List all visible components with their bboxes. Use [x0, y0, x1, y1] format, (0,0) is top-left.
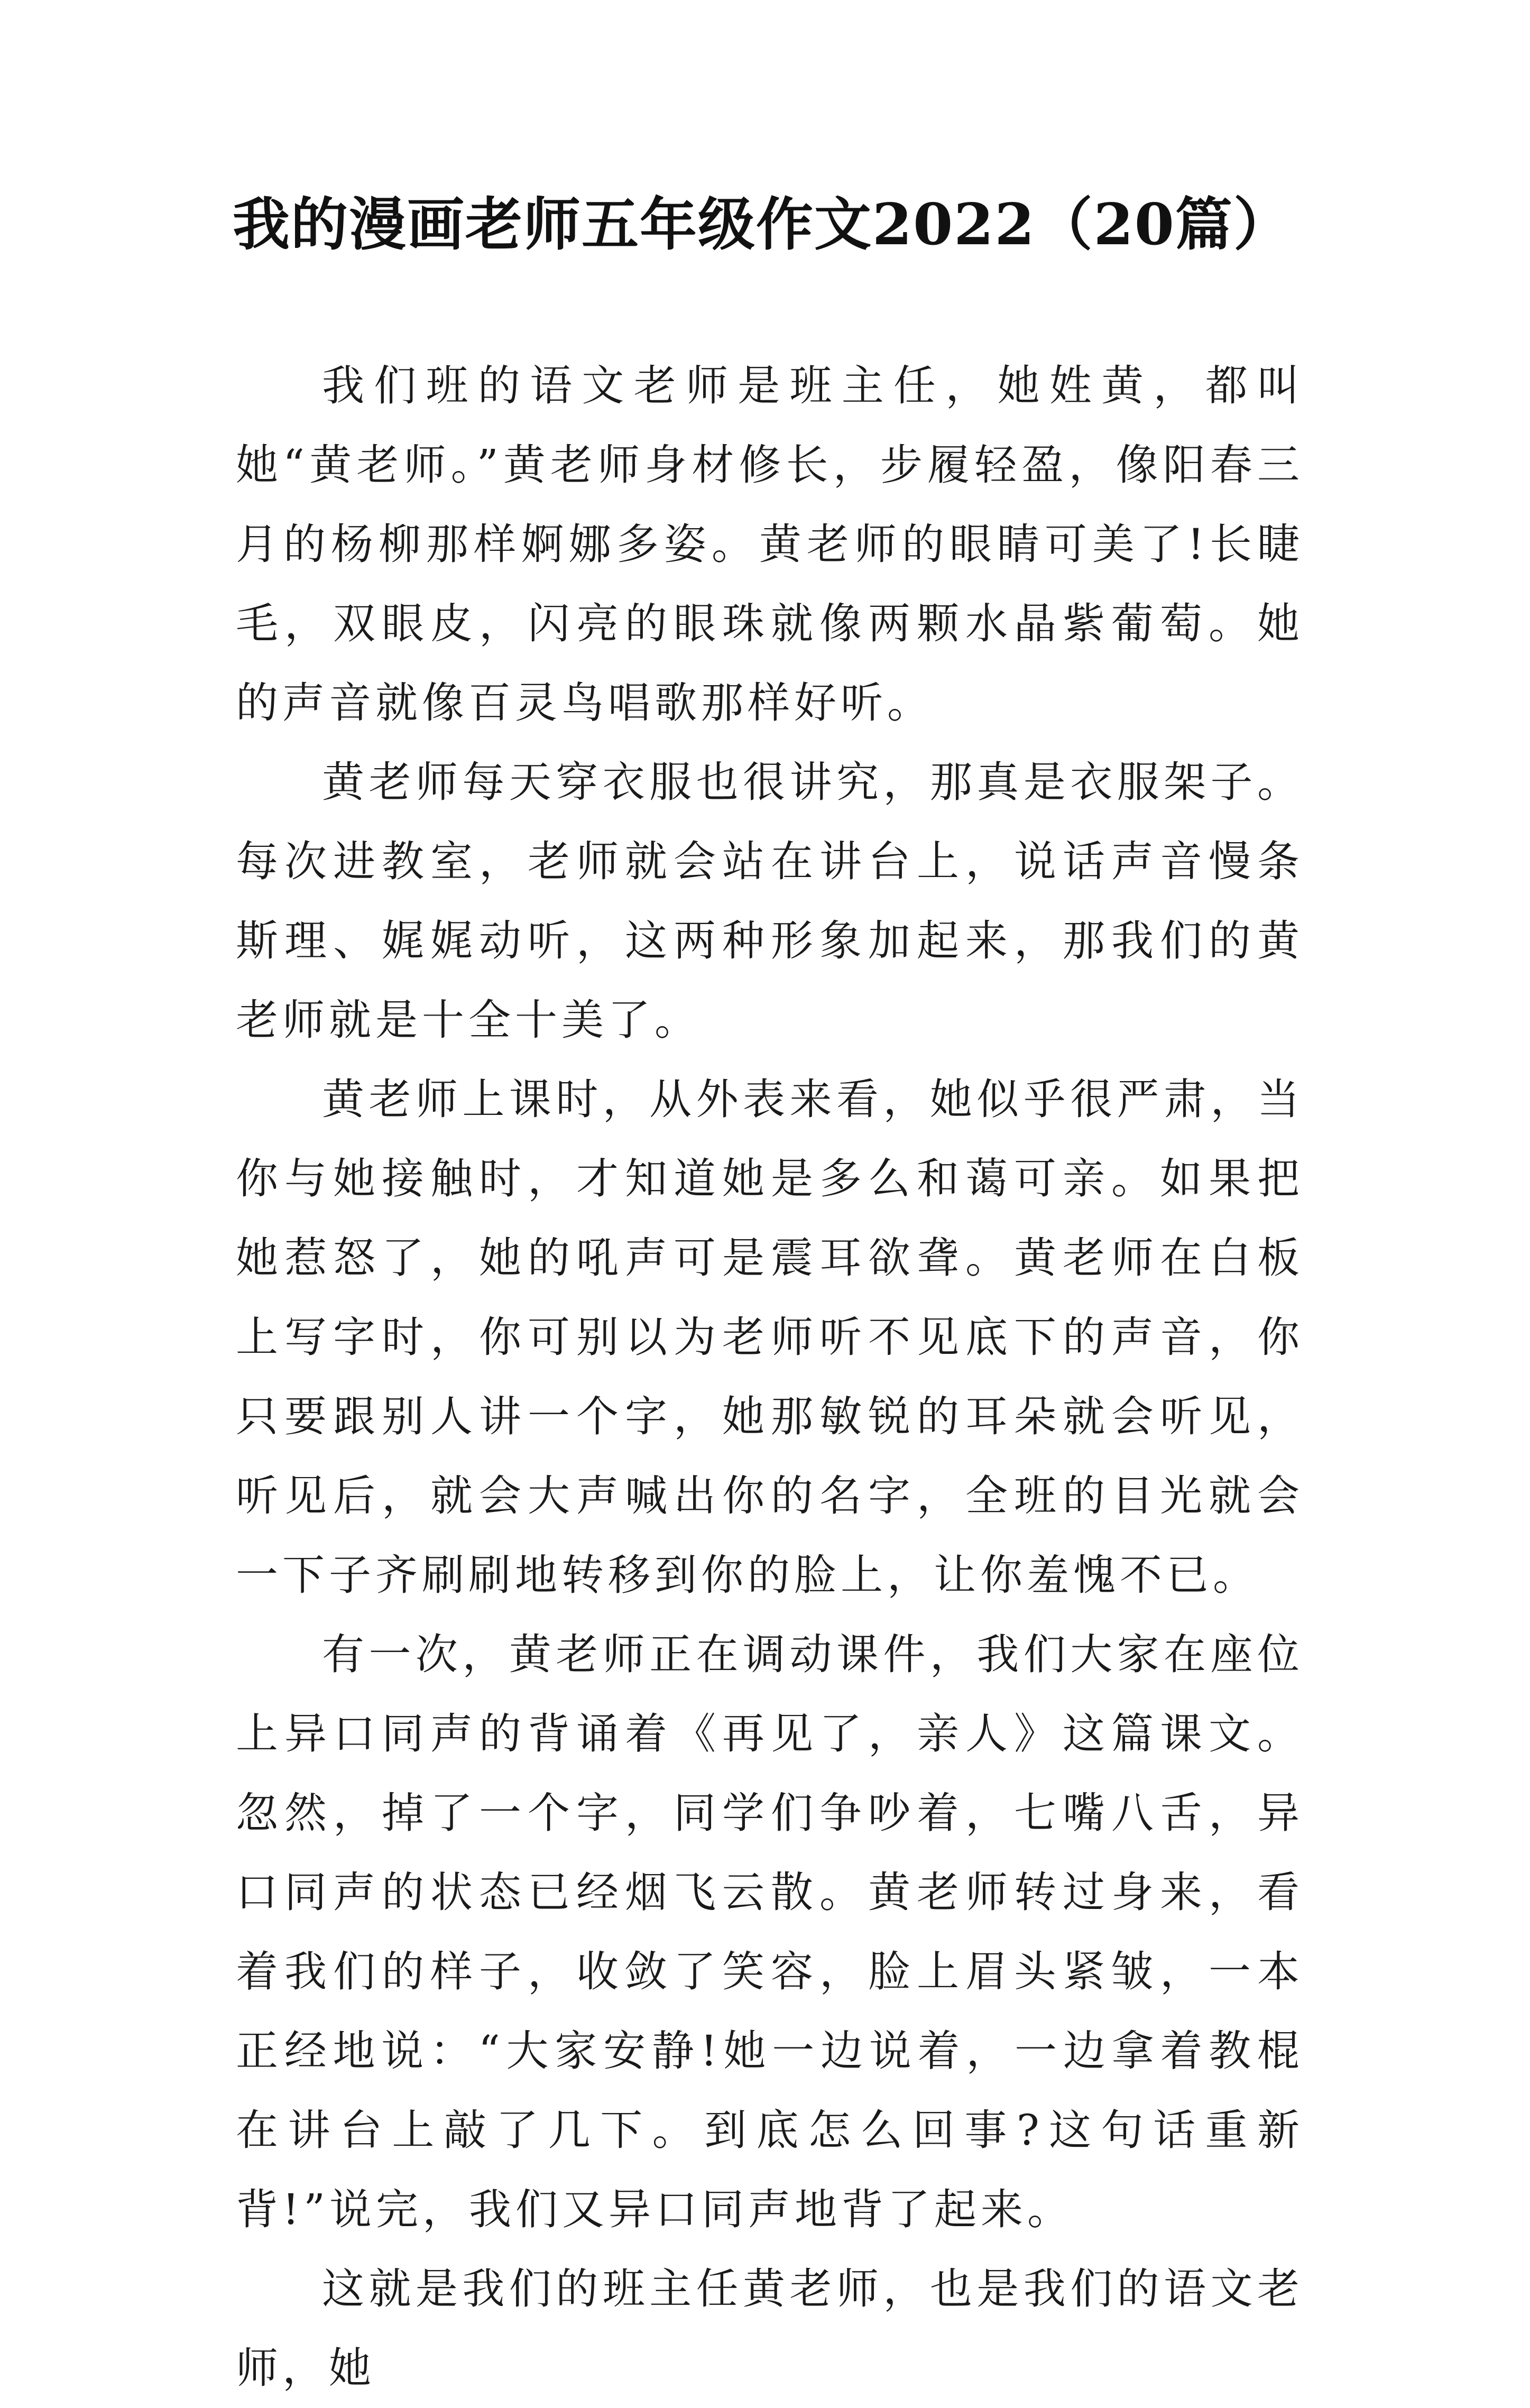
paragraph: 黄老师每天穿衣服也很讲究，那真是衣服架子。每次进教室，老师就会站在讲台上，说话声音慢条斯理、娓娓动听，这两种形象加起来，那我们的黄老师就是十全十美了。	[236, 758, 1304, 1045]
paragraph: 这就是我们的班主任黄老师，也是我们的语文老师，她	[236, 2264, 1304, 2393]
document-body	[236, 346, 1304, 2408]
paragraph: 有一次，黄老师正在调动课件，我们大家在座位上异口同声的背诵着《再见了，亲人》这篇课文。忽然，掉了一个字，同学们争吵着，七嘴八舌，异口同声的状态已经烟飞云散。黄老师转过身来，看着我们的样子，收敛了笑容，脸上眉头紧皱，一本正经地说：“大家安静!她一边说着，一边拿着教棍在讲台上敲了几下。到底怎么回事?这句话重新背!”说完，我们又异口同声地背了起来。	[236, 1630, 1304, 2234]
paragraph: 黄老师上课时，从外表来看，她似乎很严肃，当你与她接触时，才知道她是多么和蔼可亲。如果把她惹怒了，她的吼声可是震耳欲聋。黄老师在白板上写字时，你可别以为老师听不见底下的声音，你只要跟别人讲一个字，她那敏锐的耳朵就会听见，听见后，就会大声喊出你的名字，全班的目光就会一下子齐刷刷地转移到你的脸上，让你羞愧不已。	[236, 1075, 1304, 1600]
paragraph: 我们班的语文老师是班主任，她姓黄，都叫她“黄老师。”黄老师身材修长，步履轻盈，像阳春三月的杨柳那样婀娜多姿。黄老师的眼睛可美了!长睫毛，双眼皮，闪亮的眼珠就像两颗水晶紫葡萄。她的声音就像百灵鸟唱歌那样好听。	[236, 361, 1304, 727]
document-title: 我的漫画老师五年级作文2022（20篇）	[233, 191, 1292, 258]
